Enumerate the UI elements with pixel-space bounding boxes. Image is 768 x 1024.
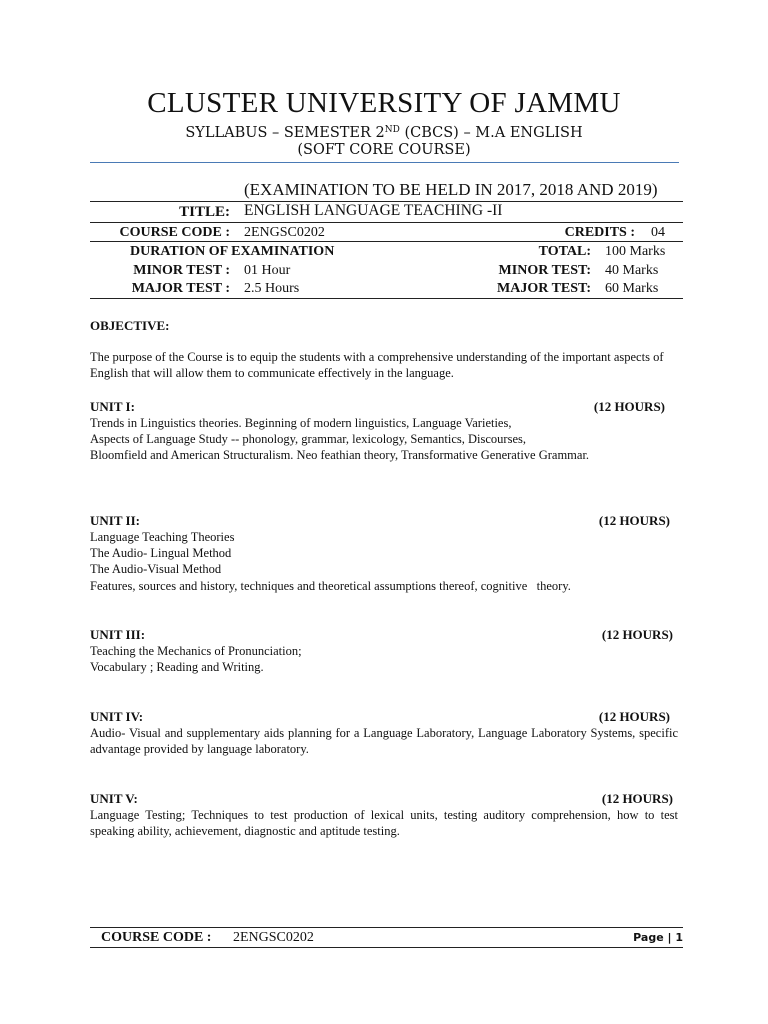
- header-divider: [90, 162, 679, 163]
- course-code-value: 2ENGSC0202: [244, 225, 325, 240]
- unit-5-hours: (12 HOURS): [601, 791, 673, 806]
- title-value: ENGLISH LANGUAGE TEACHING -II: [244, 202, 503, 219]
- footer-rule: [90, 927, 683, 928]
- major-test-label: MAJOR TEST :: [131, 281, 230, 296]
- info-table-rule-3: [90, 241, 683, 242]
- university-title: CLUSTER UNIVERSITY OF JAMMU: [147, 87, 621, 119]
- unit-1-hours: (12 HOURS): [593, 399, 665, 414]
- exam-note: (EXAMINATION TO BE HELD IN 2017, 2018 AND 2019): [244, 180, 658, 199]
- title-label: TITLE:: [179, 204, 230, 220]
- syllabus-subtitle-post: (CBCS) – M.A ENGLISH: [399, 125, 583, 141]
- total-label: TOTAL:: [538, 244, 591, 259]
- unit-4-hours: (12 HOURS): [598, 709, 670, 724]
- minor-test-value: 01 Hour: [244, 263, 291, 278]
- minor-marks-label: MINOR TEST:: [498, 263, 591, 278]
- major-test-value: 2.5 Hours: [244, 281, 300, 296]
- unit-3-line-1: Teaching the Mechanics of Pronunciation;: [90, 644, 302, 658]
- footer-course-code-value: 2ENGSC0202: [233, 930, 314, 945]
- unit-5-text: Language Testing; Techniques to test production of lexical units, testing auditory comprehension, how to test speaking ability, achievement, diagnostic and aptitude testing.: [90, 808, 678, 839]
- info-table-rule-2: [90, 222, 683, 223]
- unit-2-line-2: The Audio- Lingual Method: [90, 546, 232, 560]
- unit-2-hours: (12 HOURS): [598, 513, 670, 528]
- unit-2-line-3: The Audio-Visual Method: [90, 562, 222, 576]
- unit-2-line-4: Features, sources and history, techniques and theoretical assumptions thereof, cognitive theory.: [90, 579, 571, 593]
- footer-course-code-label: COURSE CODE :: [101, 930, 212, 945]
- footer-bottom-rule: [90, 947, 683, 948]
- minor-test-label: MINOR TEST :: [133, 263, 230, 278]
- syllabus-subtitle: [0, 121, 768, 142]
- objective-heading: OBJECTIVE:: [90, 318, 170, 333]
- unit-1-line-2: Aspects of Language Study -- phonology, grammar, lexicology, Semantics, Discourses,: [90, 432, 526, 446]
- total-value: 100 Marks: [605, 244, 666, 259]
- info-table-bottom-rule: [90, 298, 683, 299]
- syllabus-subtitle-sup: ND: [384, 125, 400, 135]
- unit-2-title: UNIT II:: [90, 513, 140, 528]
- unit-3-title: UNIT III:: [90, 627, 146, 642]
- course-type: (SOFT CORE COURSE): [297, 142, 471, 158]
- credits-value: 04: [651, 225, 665, 240]
- unit-3-line-2: Vocabulary ; Reading and Writing.: [90, 660, 264, 674]
- unit-1-title: UNIT I:: [90, 399, 135, 414]
- syllabus-subtitle-pre: SYLLABUS – SEMESTER 2: [185, 125, 385, 141]
- course-code-label: COURSE CODE :: [119, 225, 230, 240]
- objective-text: The purpose of the Course is to equip the students with a comprehensive understanding of the important aspects of English that will allow them to communicate effectively in the language.: [90, 350, 664, 381]
- major-marks-value: 60 Marks: [605, 281, 659, 296]
- major-marks-label: MAJOR TEST:: [497, 281, 591, 296]
- unit-3-hours: (12 HOURS): [601, 627, 673, 642]
- duration-label: DURATION OF EXAMINATION: [130, 244, 335, 259]
- unit-5-title: UNIT V:: [90, 791, 138, 806]
- unit-4-title: UNIT IV:: [90, 709, 144, 724]
- unit-1-line-1: Trends in Linguistics theories. Beginning of modern linguistics, Language Varieties,: [90, 416, 512, 430]
- credits-label: CREDITS :: [564, 225, 635, 240]
- page-number: Page | 1: [633, 931, 683, 944]
- unit-4-text: Audio- Visual and supplementary aids planning for a Language Laboratory, Language Laboratory Systems, specific advantage provided by language laboratory.: [90, 726, 678, 757]
- unit-2-line-1: Language Teaching Theories: [90, 530, 235, 544]
- minor-marks-value: 40 Marks: [605, 263, 659, 278]
- unit-1-line-3: Bloomfield and American Structuralism. Neo feathian theory, Transformative Generative Grammar.: [90, 448, 590, 462]
